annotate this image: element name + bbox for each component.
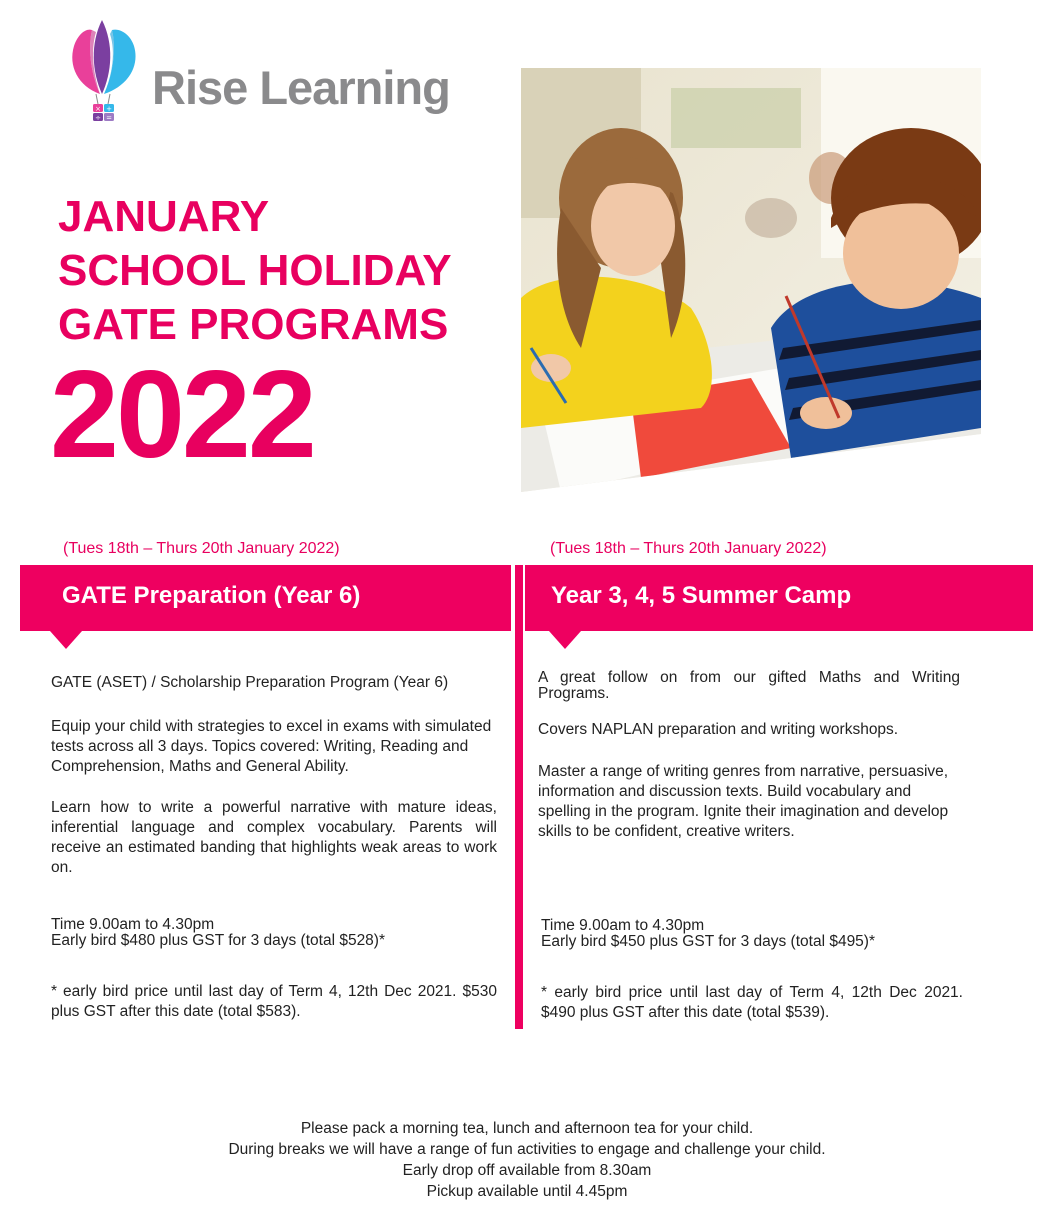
right-program-details: Master a range of writing genres from narrative, persuasive, information and discussion texts. Build vocabulary and spelling in the program. Ignite their imagination and develop skills to be confident, creative writers. — [538, 763, 949, 840]
svg-text:÷: ÷ — [95, 114, 101, 122]
right-program-coverage: Covers NAPLAN preparation and writing workshops. — [538, 721, 899, 738]
right-program-date: (Tues 18th – Thurs 20th January 2022) — [550, 540, 827, 557]
footer-meals-note: Please pack a morning tea, lunch and afternoon tea for your child. — [300, 1120, 754, 1137]
headline-year: 2022 — [50, 346, 314, 484]
svg-text:+: + — [106, 105, 112, 113]
right-program-title: Year 3, 4, 5 Summer Camp — [525, 565, 1033, 631]
left-program-date: (Tues 18th – Thurs 20th January 2022) — [63, 540, 340, 557]
headline-month: JANUARY — [58, 192, 270, 241]
right-program-intro: A great follow on from our gifted Maths and Writing Programs. — [538, 669, 960, 702]
hot-air-balloon-icon — [66, 16, 144, 122]
left-program-price: Early bird $480 plus GST for 3 days (total $528)* — [51, 932, 385, 949]
hero-photo — [521, 68, 981, 492]
svg-text:×: × — [95, 105, 101, 113]
left-program-price-note: * early bird price until last day of Term 4, 12th Dec 2021. $530 plus GST after this date (total $583). — [51, 983, 497, 1020]
headline-programs: GATE PROGRAMS — [58, 300, 449, 349]
left-program-description: Equip your child with strategies to excel in exams with simulated tests across all 3 days. Topics covered: Writing, Reading and Comprehension, Maths and General Ability. — [51, 718, 492, 775]
right-program-time: Time 9.00am to 4.30pm — [541, 917, 705, 934]
footer-pickup-note: Pickup available until 4.45pm — [426, 1183, 628, 1200]
left-banner-pointer — [50, 631, 82, 649]
left-program-title: GATE Preparation (Year 6) — [20, 565, 511, 631]
left-program-time: Time 9.00am to 4.30pm — [51, 916, 215, 933]
column-divider — [515, 565, 523, 1029]
right-program-price: Early bird $450 plus GST for 3 days (total $495)* — [541, 933, 875, 950]
brand-name: Rise Learning — [152, 61, 450, 114]
svg-text:=: = — [106, 114, 112, 122]
footer-activities-note: During breaks we will have a range of fun activities to engage and challenge your child. — [228, 1141, 826, 1158]
footer-drop-off-note: Early drop off available from 8.30am — [402, 1162, 652, 1179]
right-banner-pointer — [549, 631, 581, 649]
left-program-subtitle: GATE (ASET) / Scholarship Preparation Program (Year 6) — [51, 674, 449, 691]
right-program-price-note: * early bird price until last day of Term 4, 12th Dec 2021. $490 plus GST after this date (total $539). — [541, 984, 963, 1021]
left-program-details: Learn how to write a powerful narrative with mature ideas, inferential language and complex vocabulary. Parents will receive an estimated banding that highlights weak areas to work on. — [51, 799, 497, 876]
headline-subtitle: SCHOOL HOLIDAY — [58, 246, 452, 295]
